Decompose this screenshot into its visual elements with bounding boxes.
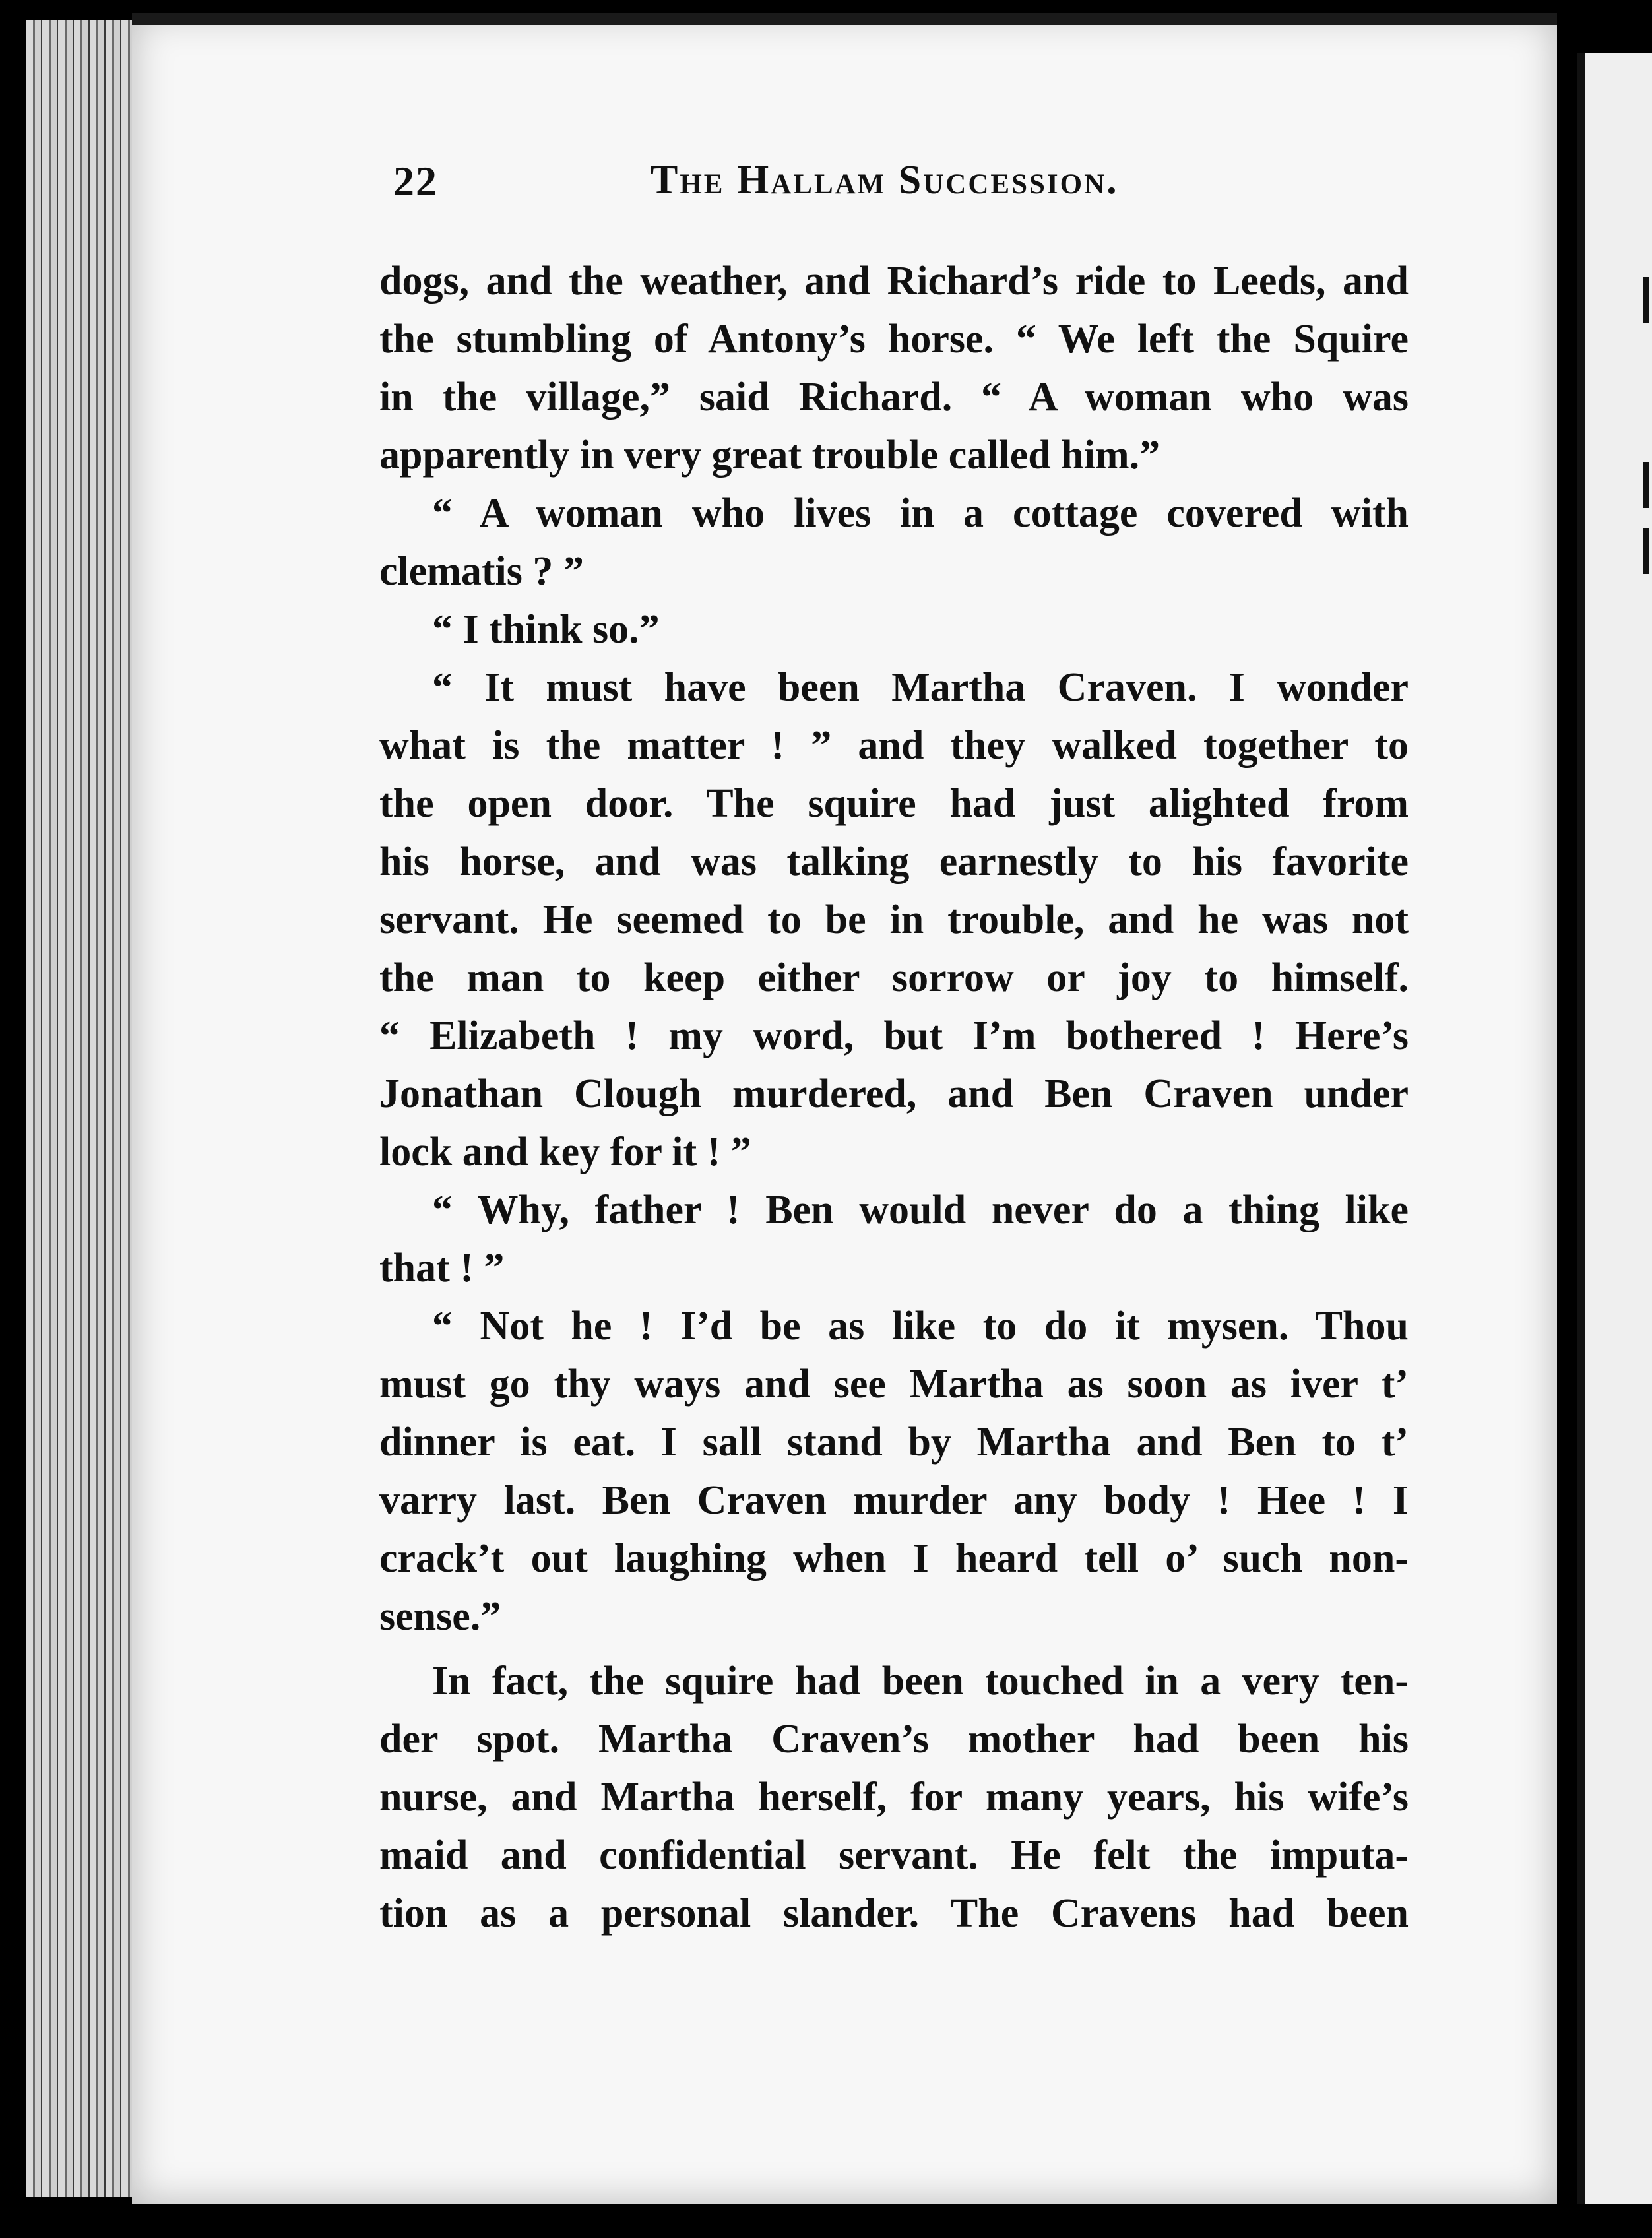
- text-line: In fact, the squire had been touched in a very ten-: [432, 1659, 1409, 1704]
- facing-page-edge: [1577, 53, 1652, 2204]
- text-line: “ I think so.”: [432, 607, 660, 652]
- running-head: [393, 157, 1159, 223]
- text-line: sense.”: [379, 1594, 501, 1639]
- text-line: Jonathan Clough murdered, and Ben Craven under: [379, 1071, 1409, 1116]
- text-line: lock and key for it ! ”: [379, 1130, 751, 1174]
- text-line: maid and confidential servant. He felt the imputa-: [379, 1833, 1409, 1878]
- text-line: “ It must have been Martha Craven. I wonder: [432, 665, 1409, 710]
- text-line: clematis ? ”: [379, 549, 584, 594]
- facing-page-text-fragment: [1643, 462, 1649, 508]
- text-line: what is the matter ! ” and they walked together to: [379, 723, 1409, 768]
- text-line: “ Elizabeth ! my word, but I’m bothered ! Here’s: [379, 1013, 1409, 1058]
- text-line: “ A woman who lives in a cottage covered with: [432, 491, 1409, 536]
- running-title: The Hallam Succession.: [651, 158, 1119, 203]
- text-line: his horse, and was talking earnestly to his favorite: [379, 839, 1409, 884]
- text-line: varry last. Ben Craven murder any body ! Hee ! I: [379, 1478, 1409, 1523]
- text-line: crack’t out laughing when I heard tell o’ such non-: [379, 1536, 1409, 1581]
- text-line: must go thy ways and see Martha as soon as iver t’: [379, 1362, 1409, 1407]
- text-line: der spot. Martha Craven’s mother had been his: [379, 1717, 1409, 1762]
- paragraph-gap: [379, 1646, 1409, 1652]
- text-line: “ Not he ! I’d be as like to do it mysen. Thou: [432, 1304, 1409, 1349]
- text-line: nurse, and Martha herself, for many years, his wife’s: [379, 1775, 1409, 1820]
- text-line: the open door. The squire had just alighted from: [379, 781, 1409, 826]
- page-number: 22: [393, 158, 438, 205]
- page-top-shadow: [132, 13, 1557, 25]
- text-line: dogs, and the weather, and Richard’s ride to Leeds, and: [379, 259, 1409, 304]
- text-line: dinner is eat. I sall stand by Martha and Ben to t’: [379, 1420, 1409, 1465]
- text-line: the man to keep either sorrow or joy to himself.: [379, 955, 1409, 1000]
- facing-page-text-fragment: [1643, 528, 1649, 574]
- facing-page-text-fragment: [1643, 277, 1649, 323]
- text-line: the stumbling of Antony’s horse. “ We left the Squire: [379, 317, 1409, 362]
- text-line: tion as a personal slander. The Cravens had been: [379, 1891, 1409, 1936]
- text-line: in the village,” said Richard. “ A woman who was: [379, 375, 1409, 420]
- text-line: that ! ”: [379, 1246, 505, 1291]
- stacked-page-edges: [26, 20, 145, 2197]
- text-line: apparently in very great trouble called him.”: [379, 433, 1160, 478]
- text-line: servant. He seemed to be in trouble, and he was not: [379, 897, 1409, 942]
- body-text: [379, 252, 1409, 1942]
- text-line: “ Why, father ! Ben would never do a thing like: [432, 1188, 1409, 1232]
